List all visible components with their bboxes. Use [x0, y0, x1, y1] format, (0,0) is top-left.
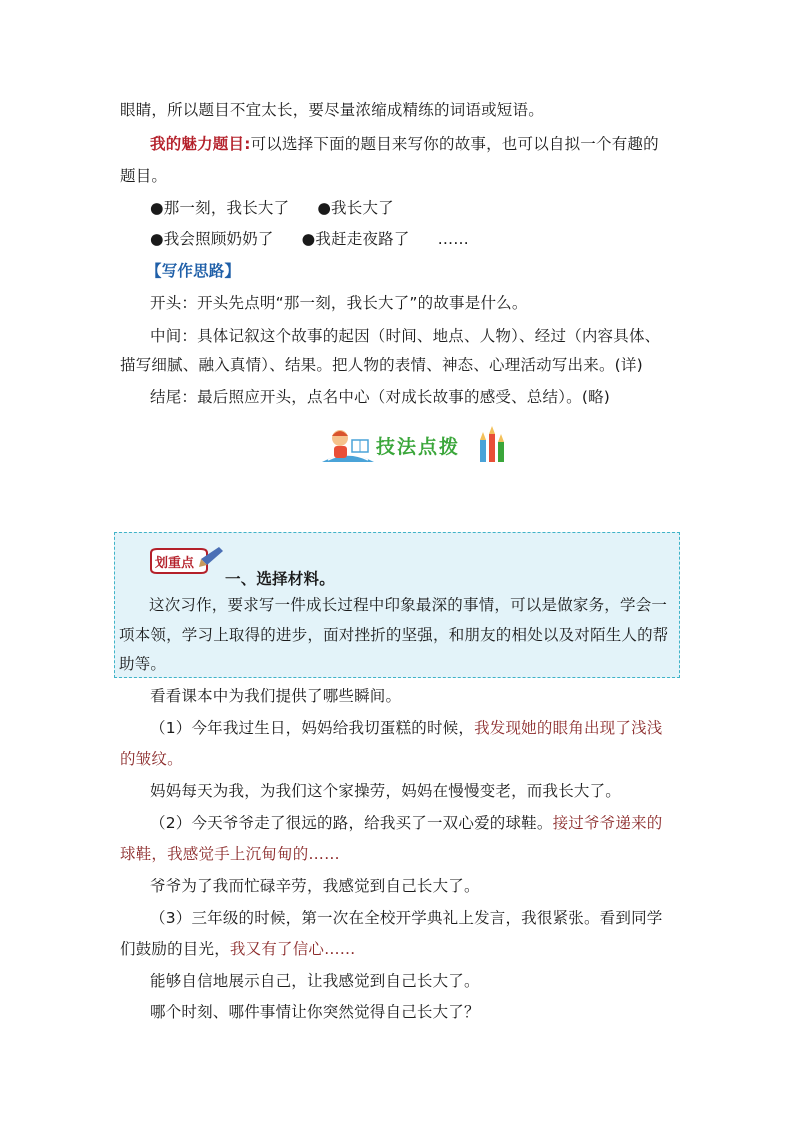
moment-3-line [120, 939, 356, 959]
moment-2-line [150, 813, 662, 833]
charm-title-label: 我的魅力题目: [150, 135, 251, 153]
technique-banner [318, 424, 508, 468]
banner-title: 技法点拨 [376, 436, 461, 458]
text-line: 开头：开头先点明“那一刻，我长大了”的故事是什么。 [150, 294, 528, 312]
title-option: ●我赶走夜路了 [301, 230, 410, 248]
title-option: ●那一刻，我长大了 [150, 199, 290, 217]
charm-title-line [150, 134, 659, 154]
closing-question: 哪个时刻、哪件事情让你突然觉得自己长大了？ [150, 1003, 480, 1021]
text-line: 这次习作，要求写一件成长过程中印象最深的事情，可以是做家务，学会一 [149, 596, 668, 614]
text-line: 结尾：最后照应开头，点名中心（对成长故事的感受、总结）。(略) [150, 388, 611, 406]
text-line: 爷爷为了我而忙碌辛劳，我感觉到自己长大了。 [150, 877, 480, 895]
moment-1-line [150, 718, 662, 738]
text-line: 项本领，学习上取得的进步，面对挫折的坚强，和朋友的相处以及对陌生人的帮 [119, 626, 669, 644]
moment-text: （1）今年我过生日，妈妈给我切蛋糕的时候， [150, 719, 475, 737]
moment-text: （2）今天爷爷走了很远的路，给我买了一双心爱的球鞋。 [150, 814, 553, 832]
pencils-icon [474, 424, 514, 468]
text-line: 能够自信地展示自己，让我感觉到自己长大了。 [150, 972, 480, 990]
moment-text: 们鼓励的目光， [120, 940, 230, 958]
text-line: 描写细腻、融入真情）、结果。把人物的表情、神态、心理活动写出来。(详) [120, 356, 643, 374]
text-line: 眼睛，所以题目不宜太长，要尽量浓缩成精练的词语或短语。 [120, 101, 544, 119]
text-line: 中间：具体记叙这个故事的起因（时间、地点、人物）、经过（内容具体、 [150, 327, 661, 345]
section-heading: 【写作思路】 [146, 262, 241, 280]
text-line: （3）三年级的时候，第一次在全校开学典礼上发言，我很紧张。看到同学 [150, 909, 663, 927]
key-point-box [114, 532, 680, 678]
tip-heading: 一、选择材料。 [225, 570, 335, 588]
text-line: 助等。 [119, 655, 167, 673]
moment-highlight: 我发现她的眼角出现了浅浅 [474, 719, 663, 737]
moment-highlight: 球鞋，我感觉手上沉甸甸的…… [120, 845, 340, 863]
badge-label: 划重点 [155, 556, 195, 571]
text-line: 看看课本中为我们提供了哪些瞬间。 [150, 687, 402, 705]
title-option: ●我会照顾奶奶了 [150, 230, 274, 248]
moment-highlight: 接过爷爷递来的 [552, 814, 663, 832]
moment-highlight: 我又有了信心…… [229, 940, 356, 958]
text-line: 题目。 [120, 167, 168, 185]
title-option: …… [437, 230, 469, 248]
title-options-row [150, 229, 469, 249]
key-point-badge [149, 545, 225, 575]
title-option: ●我长大了 [317, 199, 394, 217]
moment-highlight: 的皱纹。 [120, 750, 183, 768]
charm-title-text: 可以选择下面的题目来写你的故事，也可以自拟一个有趣的 [250, 135, 659, 153]
title-options-row [150, 198, 394, 218]
text-line: 妈妈每天为我，为我们这个家操劳，妈妈在慢慢变老，而我长大了。 [150, 782, 622, 800]
